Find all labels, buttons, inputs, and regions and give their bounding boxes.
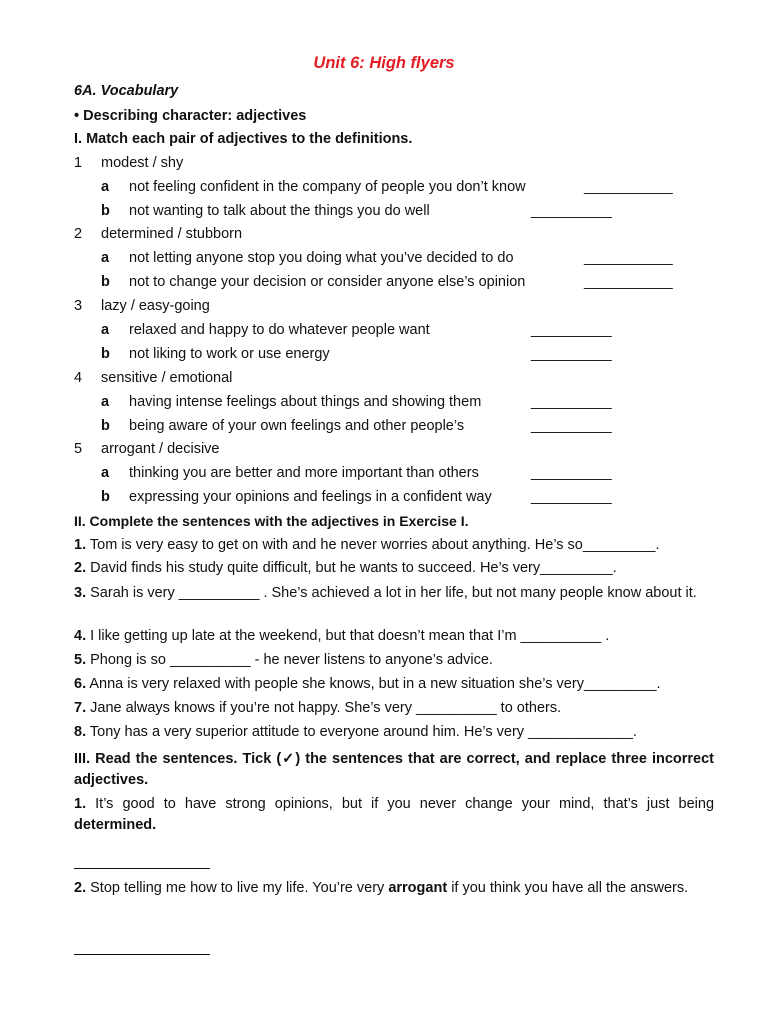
- answer-line[interactable]: [74, 868, 210, 869]
- def-letter: a: [101, 394, 110, 410]
- sentence-text: if you think you have all the answers.: [451, 880, 689, 896]
- definition-text: not letting anyone stop you doing what you’ve decided to do: [129, 250, 514, 266]
- sentence-text: Stop telling me how to live my life. You’re very: [90, 880, 385, 896]
- answer-blank[interactable]: __________: [531, 394, 612, 410]
- adjective-pair: determined / stubborn: [101, 226, 243, 242]
- sentence-item: [74, 794, 714, 836]
- item-number: 7.: [74, 700, 87, 716]
- item-number: 5.: [74, 652, 87, 668]
- page-title: Unit 6: High flyers: [313, 54, 455, 72]
- exercise1-heading: I. Match each pair of adjectives to the definitions.: [74, 131, 413, 147]
- group-number: 3: [74, 298, 83, 314]
- sentence-item: [74, 724, 637, 740]
- sentence-item: [74, 583, 714, 604]
- sentence-item: [74, 560, 617, 576]
- sentence-text: Phong is so __________ - he never listens to anyone’s advice.: [90, 652, 493, 668]
- answer-blank[interactable]: __________: [531, 489, 612, 505]
- definition-text: having intense feelings about things and showing them: [129, 394, 482, 410]
- answer-blank[interactable]: __________: [531, 322, 612, 338]
- def-letter: a: [101, 465, 110, 481]
- sentence-text: Tony has a very superior attitude to everyone around him. He’s very _____________.: [89, 724, 637, 740]
- answer-blank[interactable]: __________: [531, 203, 612, 219]
- sentence-text: David finds his study quite difficult, but he wants to succeed. He’s very_________.: [90, 560, 617, 576]
- sentence-end: .: [152, 817, 157, 833]
- def-letter: a: [101, 179, 110, 195]
- definition-text: not wanting to talk about the things you do well: [129, 203, 430, 219]
- highlighted-adjective: determined: [74, 817, 153, 833]
- sentence-text: It’s good to have strong opinions, but if you never change your mind, that’s just being: [95, 796, 715, 812]
- definition-text: being aware of your own feelings and other people’s: [129, 418, 465, 434]
- item-number: 2.: [74, 880, 87, 896]
- answer-blank[interactable]: ___________: [584, 250, 673, 266]
- definition-text: not feeling confident in the company of people you don’t know: [129, 179, 526, 195]
- sentence-text: I like getting up late at the weekend, but that doesn’t mean that I’m __________ .: [90, 628, 610, 644]
- answer-blank[interactable]: ___________: [584, 274, 673, 290]
- section-heading: 6A. Vocabulary: [74, 83, 179, 99]
- answer-blank[interactable]: __________: [531, 418, 612, 434]
- adjective-pair: sensitive / emotional: [101, 370, 233, 386]
- sentence-text: Anna is very relaxed with people she knows, but in a new situation she’s very_________.: [89, 676, 661, 692]
- definition-text: relaxed and happy to do whatever people want: [129, 322, 430, 338]
- sentence-item: [74, 628, 609, 644]
- exercise3-heading: III. Read the sentences. Tick (✓) the sentences that are correct, and replace three incorrect adjectives.: [74, 751, 714, 788]
- def-letter: a: [101, 322, 110, 338]
- def-letter: b: [101, 203, 110, 219]
- adjective-pair: arrogant / decisive: [101, 441, 220, 457]
- item-number: 2.: [74, 560, 87, 576]
- sentence-text: Sarah is very __________ . She’s achieved a lot in her life, but not many people know about it.: [90, 585, 697, 601]
- definition-text: not to change your decision or consider anyone else’s opinion: [129, 274, 526, 290]
- adjective-pair: lazy / easy-going: [101, 298, 210, 314]
- highlighted-adjective: arrogant: [388, 880, 448, 896]
- answer-blank[interactable]: ___________: [584, 179, 673, 195]
- sentence-text: Tom is very easy to get on with and he never worries about anything. He’s so_________.: [89, 537, 660, 553]
- answer-blank[interactable]: __________: [531, 346, 612, 362]
- sentence-item: [74, 676, 661, 692]
- group-number: 2: [74, 226, 83, 242]
- item-number: 1.: [74, 537, 87, 553]
- definition-text: expressing your opinions and feelings in a confident way: [129, 489, 492, 505]
- item-number: 1.: [74, 796, 87, 812]
- item-number: 4.: [74, 628, 87, 644]
- def-letter: b: [101, 489, 110, 505]
- def-letter: b: [101, 346, 110, 362]
- sentence-item: [74, 700, 561, 716]
- item-number: 6.: [74, 676, 87, 692]
- sentence-text: Jane always knows if you’re not happy. She’s very __________ to others.: [90, 700, 562, 716]
- item-number: 8.: [74, 724, 87, 740]
- item-number: 3.: [74, 585, 87, 601]
- group-number: 1: [74, 155, 83, 171]
- adjective-pair: modest / shy: [101, 155, 184, 171]
- def-letter: b: [101, 274, 110, 290]
- answer-line[interactable]: [74, 954, 210, 955]
- answer-blank[interactable]: __________: [531, 465, 612, 481]
- definition-text: thinking you are better and more important than others: [129, 465, 479, 481]
- sentence-item: [74, 652, 493, 668]
- topic-heading: • Describing character: adjectives: [74, 108, 307, 124]
- def-letter: a: [101, 250, 110, 266]
- def-letter: b: [101, 418, 110, 434]
- group-number: 5: [74, 441, 83, 457]
- exercise2-heading: II. Complete the sentences with the adjectives in Exercise I.: [74, 513, 469, 529]
- sentence-item: [74, 878, 714, 899]
- sentence-item: [74, 537, 659, 553]
- definition-text: not liking to work or use energy: [129, 346, 330, 362]
- group-number: 4: [74, 370, 83, 386]
